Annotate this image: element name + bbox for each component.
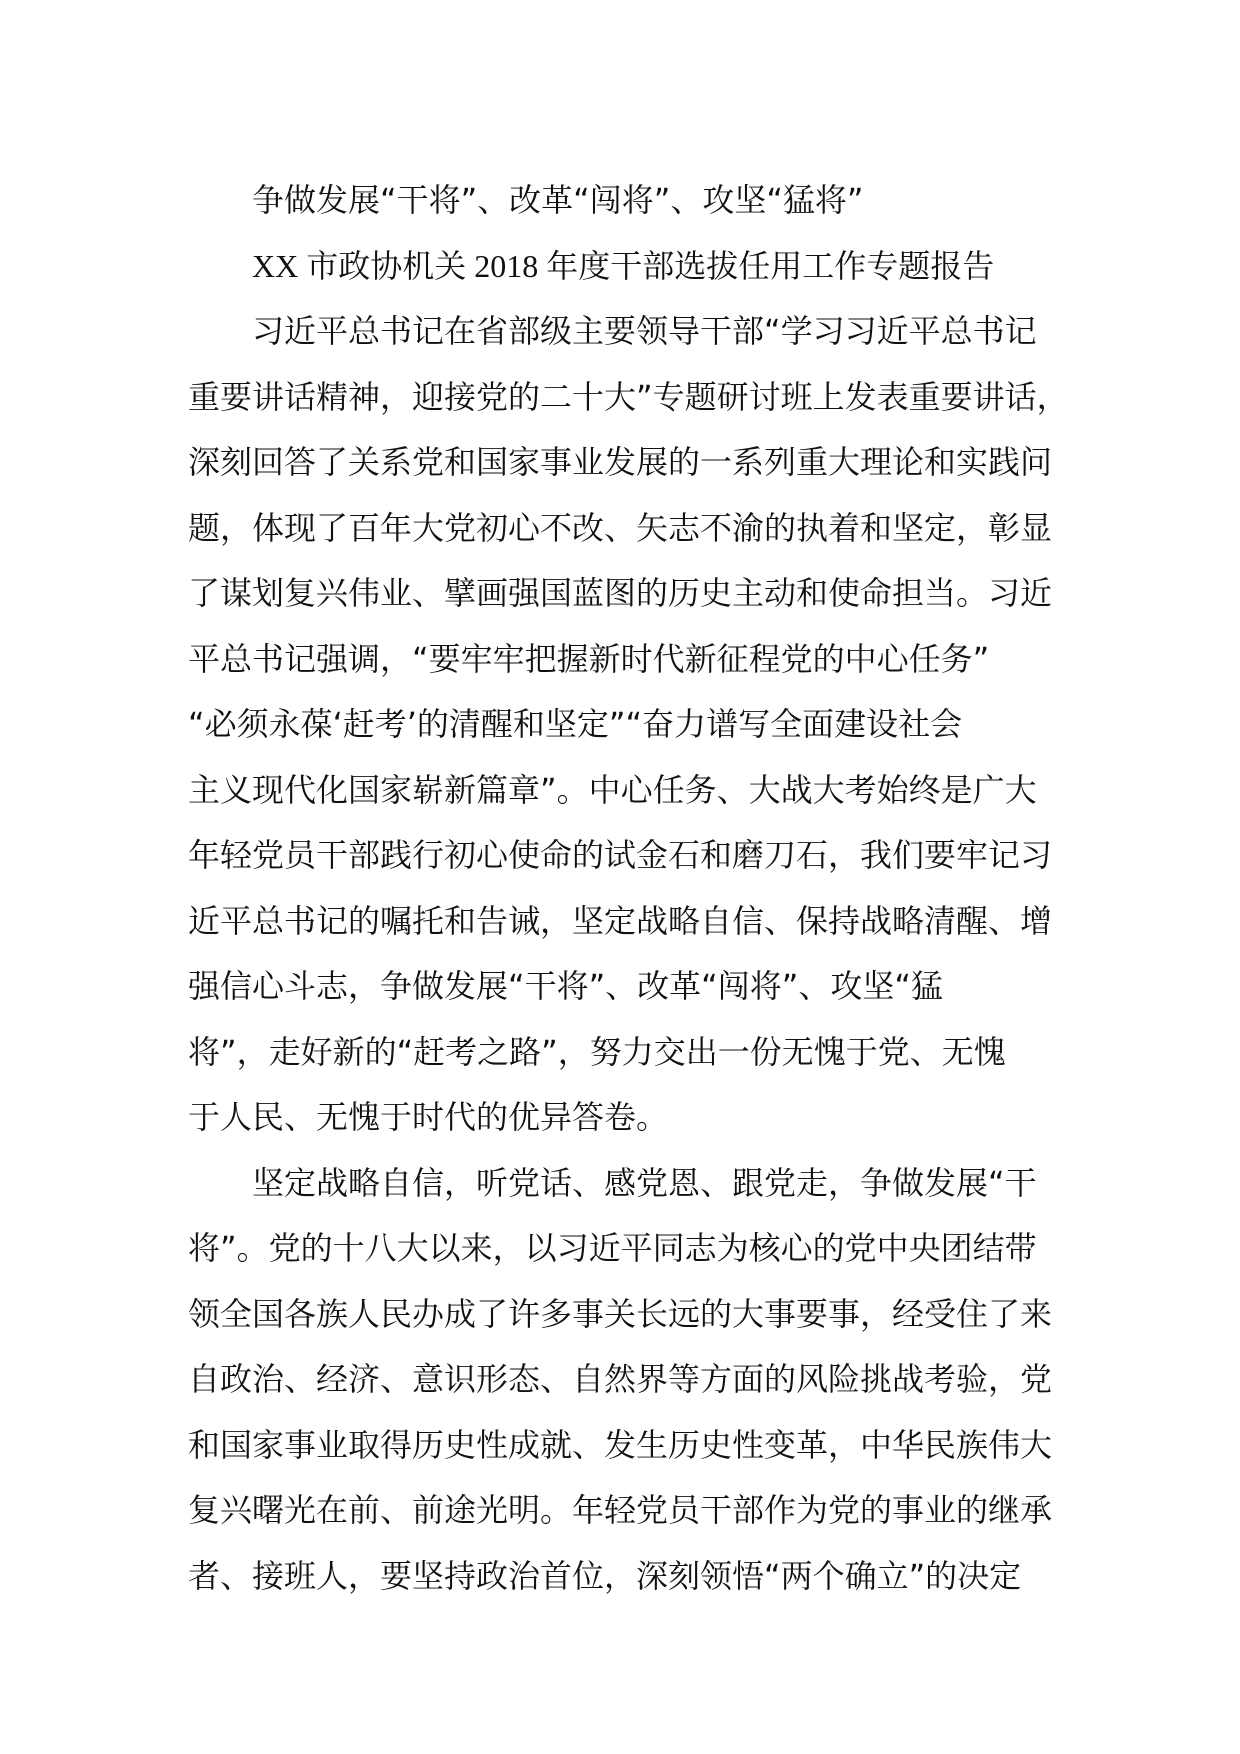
paragraph-1-line-2: 重要讲话精神，迎接党的二十大”专题研讨班上发表重要讲话， bbox=[188, 377, 1069, 416]
paragraph-2-line-2: 将”。党的十八大以来，以习近平同志为核心的党中央团结带 bbox=[188, 1229, 1037, 1267]
paragraph-1-line-3: 深刻回答了关系党和国家事业发展的一系列重大理论和实践问 bbox=[188, 443, 1053, 481]
paragraph-1-line-11: 强信心斗志，争做发展“干将”、改革“闯将”、攻坚“猛 bbox=[188, 967, 943, 1005]
paragraph-1-line-4: 题，体现了百年大党初心不改、矢志不渝的执着和坚定，彰显 bbox=[188, 508, 1053, 547]
document-subtitle: XX 市政协机关 2018 年度干部选拔任用工作专题报告 bbox=[252, 247, 995, 284]
paragraph-1-line-10: 近平总书记的嘱托和告诫，坚定战略自信、保持战略清醒、增 bbox=[188, 901, 1053, 940]
paragraph-2-line-4: 自政治、经济、意识形态、自然界等方面的风险挑战考验，党 bbox=[188, 1360, 1053, 1398]
paragraph-2-line-5: 和国家事业取得历史性成就、发生历史性变革，中华民族伟大 bbox=[188, 1425, 1053, 1464]
paragraph-1-line-6: 平总书记强调，“要牢牢把握新时代新征程党的中心任务” bbox=[188, 639, 990, 678]
paragraph-2-line-1: 坚定战略自信，听党话、感党恩、跟党走，争做发展“干 bbox=[252, 1163, 1037, 1202]
paragraph-1-line-12: 将”，走好新的“赶考之路”，努力交出一份无愧于党、无愧 bbox=[188, 1032, 1006, 1071]
paragraph-2-line-3: 领全国各族人民办成了许多事关长远的大事要事，经受住了来 bbox=[188, 1294, 1053, 1333]
paragraph-1-line-7: “必须永葆‘赶考’的清醒和坚定”“奋力谱写全面建设社会 bbox=[188, 705, 963, 743]
document-title: 争做发展“干将”、改革“闯将”、攻坚“猛将” bbox=[252, 181, 864, 219]
document-body bbox=[188, 168, 1068, 1609]
paragraph-1-line-8: 主义现代化国家崭新篇章”。中心任务、大战大考始终是广大 bbox=[188, 770, 1037, 809]
paragraph-2-line-7: 者、接班人，要坚持政治首位，深刻领悟“两个确立”的决定 bbox=[188, 1556, 1022, 1595]
paragraph-1-line-13: 于人民、无愧于时代的优异答卷。 bbox=[188, 1098, 669, 1136]
paragraph-1-line-9: 年轻党员干部践行初心使命的试金石和磨刀石，我们要牢记习 bbox=[188, 836, 1053, 874]
paragraph-2-line-6: 复兴曙光在前、前途光明。年轻党员干部作为党的事业的继承 bbox=[188, 1491, 1053, 1529]
paragraph-1-line-5: 了谋划复兴伟业、擘画强国蓝图的历史主动和使命担当。习近 bbox=[188, 574, 1053, 612]
paragraph-1-line-1: 习近平总书记在省部级主要领导干部“学习习近平总书记 bbox=[252, 312, 1037, 350]
